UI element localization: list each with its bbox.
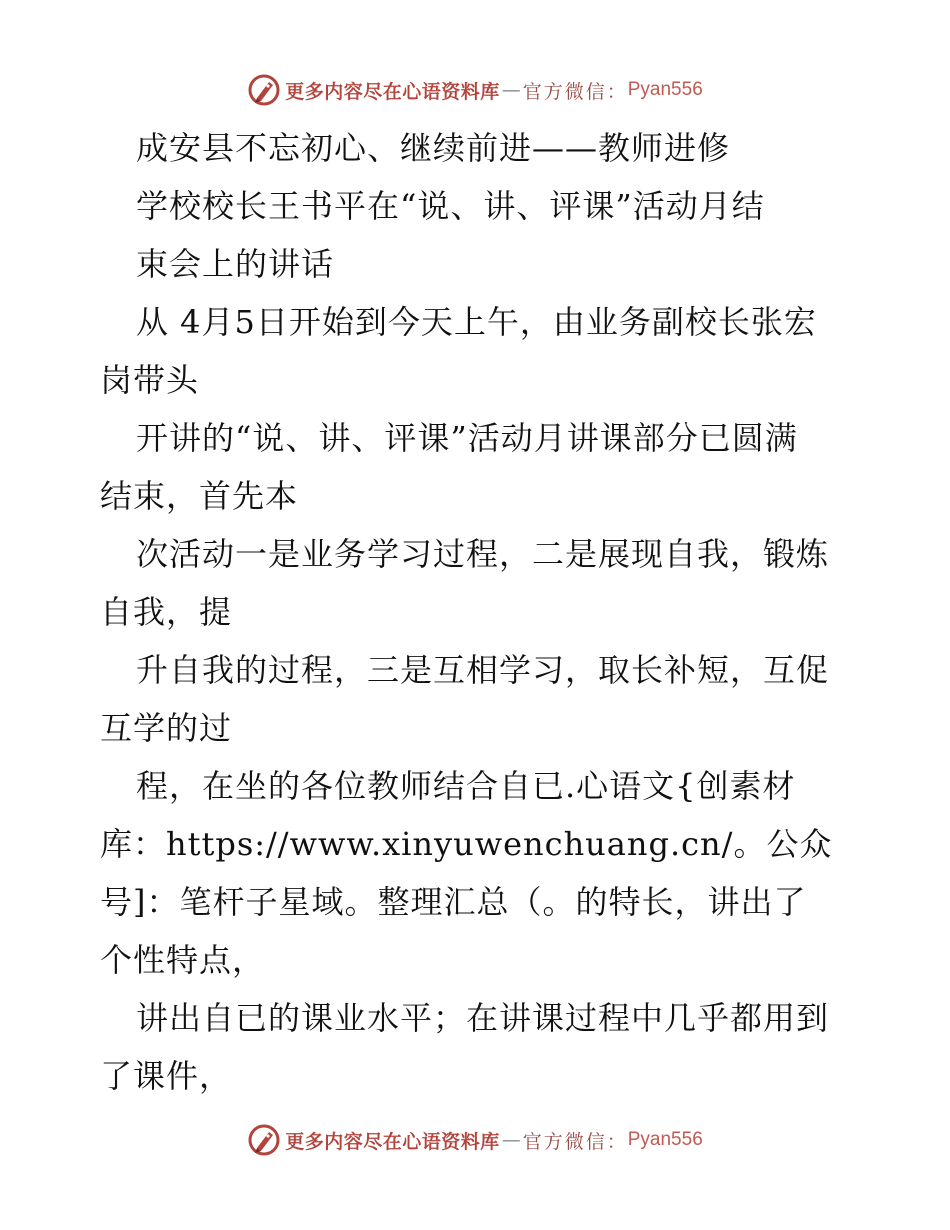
text-line: 开讲的“说、讲、评课”活动月讲课部分已圆满	[136, 419, 798, 457]
title-line-1: 成安县不忘初心、继续前进——教师进修	[136, 129, 731, 167]
text-line: 号]：笔杆子星域。整理汇总（。的特长，讲出了	[100, 883, 807, 921]
watermark-banner	[247, 73, 703, 107]
text-line: 从 4月5日开始到今天上午，由业务副校长张宏	[136, 303, 817, 341]
header-watermark	[0, 70, 950, 110]
title-line-2: 学校校长王书平在“说、讲、评课”活动月结	[136, 187, 765, 225]
watermark-wechat-id: Pyan556	[627, 1129, 703, 1150]
text-line: 结束，首先本	[100, 477, 299, 515]
watermark-site-text: 更多内容尽在心语资料库	[285, 80, 500, 103]
text-line: 自我，提	[100, 593, 233, 631]
text-line: 库：https://www.xinyuwenchuang.cn/。公众	[100, 825, 833, 863]
text-line: 程，在坐的各位教师结合自已.心语文{创素材	[136, 767, 796, 805]
text-line: 互学的过	[100, 709, 233, 747]
text-line: 升自我的过程，三是互相学习，取长补短，互促	[136, 651, 830, 689]
watermark-separator: —	[501, 1129, 521, 1151]
text-line: 讲出自已的课业水平；在讲课过程中几乎都用到	[136, 999, 830, 1037]
watermark-wechat-id: Pyan556	[627, 79, 703, 100]
text-line: 了课件，	[100, 1057, 233, 1095]
pen-nib-logo-icon	[247, 73, 281, 107]
title-line-3: 束会上的讲话	[136, 245, 335, 283]
watermark-wechat-label: 官方微信：	[522, 1130, 628, 1153]
watermark-wechat-label: 官方微信：	[522, 80, 628, 103]
watermark-separator: —	[501, 79, 521, 101]
watermark-banner	[247, 1123, 703, 1157]
text-line: 岗带头	[100, 361, 200, 399]
pen-nib-logo-icon	[247, 1123, 281, 1157]
text-line: 次活动一是业务学习过程，二是展现自我，锻炼	[136, 535, 830, 573]
text-line: 个性特点，	[100, 941, 266, 979]
watermark-site-text: 更多内容尽在心语资料库	[285, 1130, 500, 1153]
footer-watermark	[0, 1120, 950, 1160]
